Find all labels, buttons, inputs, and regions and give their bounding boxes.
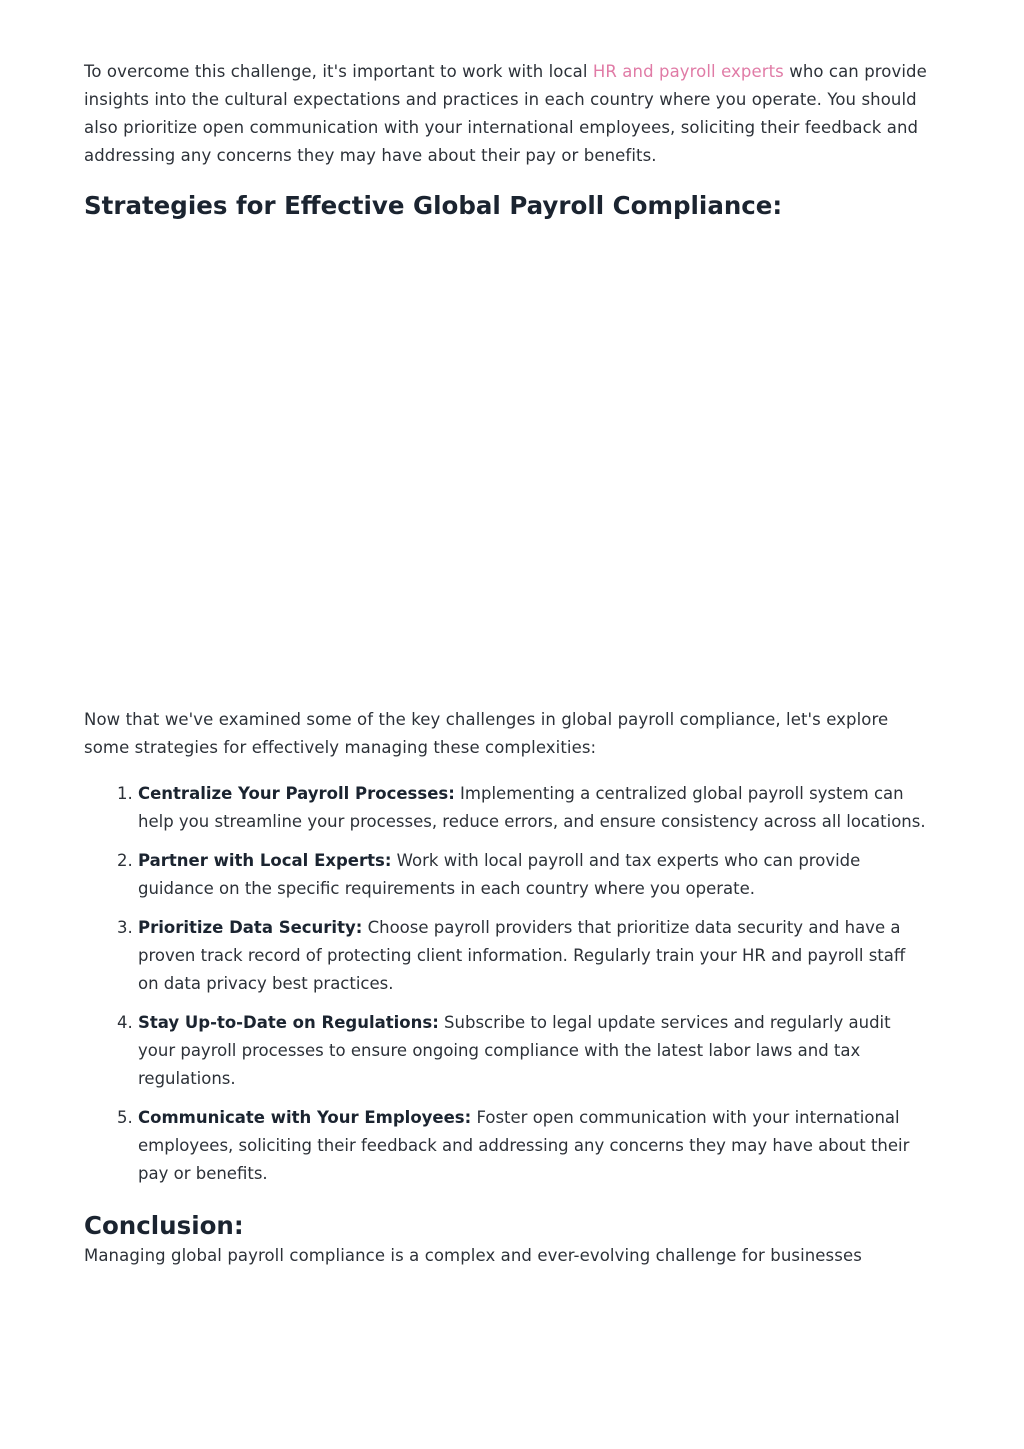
strategy-text: Foster open communication with your international employees, soliciting their feedback and addressing any concerns they may have about their pay or benefits.	[138, 1108, 910, 1183]
intro-text-before-link: To overcome this challenge, it's important to work with local	[84, 62, 593, 81]
strategy-title: Stay Up-to-Date on Regulations:	[138, 1013, 439, 1032]
intro-paragraph	[84, 58, 930, 170]
strategy-text: Choose payroll providers that prioritize data security and have a proven track record of protecting client information. Regularly train your HR and payroll staff on data privacy best practices.	[138, 918, 906, 993]
article-content	[84, 58, 930, 1270]
strategy-title: Partner with Local Experts:	[138, 851, 392, 870]
strategy-title: Centralize Your Payroll Processes:	[138, 784, 455, 803]
hr-payroll-experts-link[interactable]: HR and payroll experts	[592, 62, 784, 81]
list-item	[138, 847, 930, 903]
strategy-text: Work with local payroll and tax experts who can provide guidance on the specific requirements in each country where you operate.	[138, 851, 861, 898]
blank-image-area	[84, 222, 930, 706]
conclusion-heading: Conclusion:	[84, 1211, 244, 1240]
strategies-list	[84, 780, 930, 1188]
strategy-text: Implementing a centralized global payroll system can help you streamline your processes, reduce errors, and ensure consistency across all locations.	[138, 784, 926, 831]
intro-text-after-link: who can provide insights into the cultural expectations and practices in each country where you operate. You should also prioritize open communication with your international employees, soliciting their feedback and addressing any concerns they may have about their pay or benefits.	[84, 62, 927, 165]
list-item	[138, 780, 930, 836]
list-item	[138, 1009, 930, 1093]
strategies-intro-paragraph: Now that we've examined some of the key challenges in global payroll compliance, let's explore some strategies for effectively managing these complexities:	[84, 710, 889, 757]
list-item	[138, 1104, 930, 1188]
strategy-title: Communicate with Your Employees:	[138, 1108, 472, 1127]
strategies-heading: Strategies for Effective Global Payroll Compliance:	[84, 191, 783, 220]
strategy-text: Subscribe to legal update services and regularly audit your payroll processes to ensure ongoing compliance with the latest labor laws and tax regulations.	[138, 1013, 891, 1088]
strategy-title: Prioritize Data Security:	[138, 918, 363, 937]
conclusion-paragraph: Managing global payroll compliance is a complex and ever-evolving challenge for businesses	[84, 1246, 862, 1265]
list-item	[138, 914, 930, 998]
